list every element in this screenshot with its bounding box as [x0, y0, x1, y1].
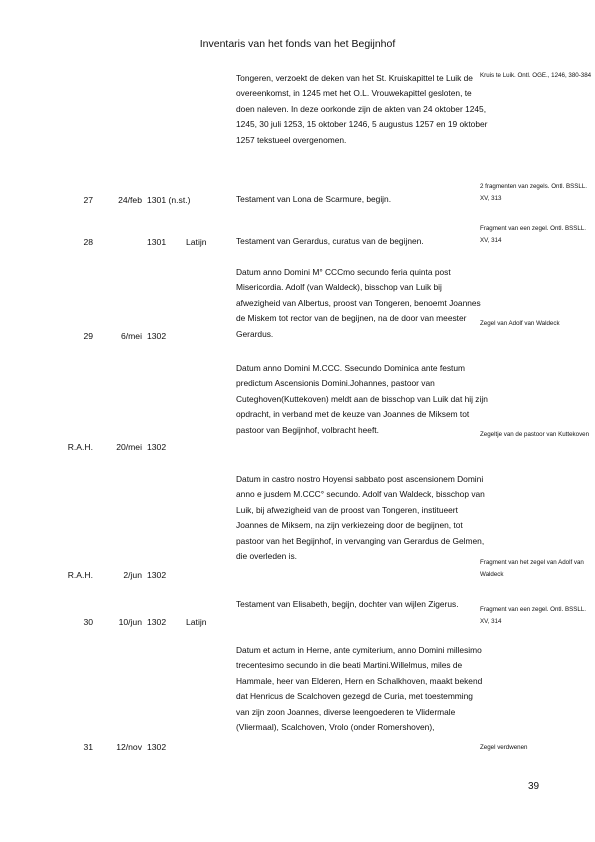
row-description: Datum anno Domini M° CCCmo secundo feria quinta post Misericordia. Adolf (van Waldeck), bisschop van Luik bij afwezigheid van Albertus, proost van Tongeren, benoemt Joannes de Miskem tot rector van de begijnen, na de door van meester Gerardus.: [236, 267, 481, 339]
row-note: Zegel van Adolf van Waldeck: [480, 320, 560, 327]
row-year: 1302: [147, 442, 167, 452]
row-description: Datum et actum in Herne, ante cymiterium, anno Domini millesimo trecentesimo secundo in die beati Martini.Willelmus, miles de Hammale, heer van Elderen, Hern en Schalkhoven, maakt bekend dat Henricus de Scalchoven gezegd de Curia, met toestemming van zijn zoon Joannes, diverse leengoederen te Vlidermale (Vliermaal), Scalchoven, Vrolo (onder Romershoven),: [236, 645, 483, 733]
row-description: Testament van Lona de Scarmure, begijn.: [236, 194, 392, 204]
row-year: 1302: [147, 617, 167, 627]
row-description: Datum in castro nostro Hoyensi sabbato post ascensionem Domini anno e jusdem M.CCC° secundo. Adolf van Waldeck, bisschop van Luik, bij afwezigheid van de proost van Tongeren, institueert Joannes de Miksem, na zijn verkiezeing door de begijnen, tot pastoor van het Begijnhof, in vervanging van Gerardus de Gelmen, die overleden is.: [236, 474, 485, 562]
row-year: 1302: [147, 331, 167, 341]
row-date: 12/nov: [116, 742, 142, 752]
row-date: 24/feb: [118, 195, 142, 205]
row-year: 1302: [147, 570, 167, 580]
row-language: Latijn: [186, 617, 207, 627]
row-number: 30: [83, 617, 93, 627]
row-note: Fragment van een zegel. Ontl. BSSLL. XV, 314: [480, 606, 586, 625]
row-number: 27: [83, 195, 93, 205]
row-number: 31: [83, 742, 93, 752]
row-note: Fragment van een zegel. Ontl. BSSLL. XV, 314: [480, 225, 586, 244]
row-language: Latijn: [186, 237, 207, 247]
row-number: R.A.H.: [67, 442, 93, 452]
row-year: 1302: [147, 742, 167, 752]
row-description: Testament van Elisabeth, begijn, dochter van wijlen Zigerus.: [236, 599, 459, 609]
row-note: Fragment van het zegel van Adolf van Waldeck: [480, 559, 584, 578]
row-note: Kruis te Luik. Ontl. OGE., 1246, 380-384: [480, 72, 592, 79]
row-date: 20/mei: [116, 442, 142, 452]
row-date: 10/jun: [118, 617, 142, 627]
row-year: 1301: [147, 237, 167, 247]
row-note: 2 fragmenten van zegels. Ontl. BSSLL. XV, 313: [480, 183, 587, 202]
row-number: 29: [83, 331, 93, 341]
row-description: Testament van Gerardus, curatus van de begijnen.: [236, 236, 424, 246]
page-header: Inventaris van het fonds van het Begijnhof: [199, 38, 396, 50]
row-note: Zegeltje van de pastoor van Kuttekoven: [480, 431, 590, 438]
row-date: 6/mei: [120, 331, 142, 341]
row-description: Datum anno Domini M.CCC. Ssecundo Dominica ante festum predictum Ascensionis Domini.Johannes, pastoor van Cuteghoven(Kuttekoven) meldt aan de bisschop van Luik dat hij zijn opdracht, in verband met de keuze van Joannes de Miksem tot pastoor van Begijnhof, volbracht heeft.: [236, 363, 488, 435]
row-date: 2/jun: [123, 570, 142, 580]
row-year: 1301 (n.st.): [147, 195, 191, 205]
row-number: 28: [83, 237, 93, 247]
page-number: 39: [528, 781, 540, 792]
row-note: Zegel verdwenen: [480, 744, 528, 751]
row-number: R.A.H.: [67, 570, 93, 580]
row-description: Tongeren, verzoekt de deken van het St. Kruiskapittel te Luik de overeenkomst, in 1245 met het O.L. Vrouwekapittel gesloten, te doen naleven. In deze oorkonde zijn de akten van 24 oktober 1245, 1245, 30 juli 1253, 15 oktober 1246, 5 augustus 1257 en 19 oktober 1257 tekstueel overgenomen.: [236, 73, 488, 145]
